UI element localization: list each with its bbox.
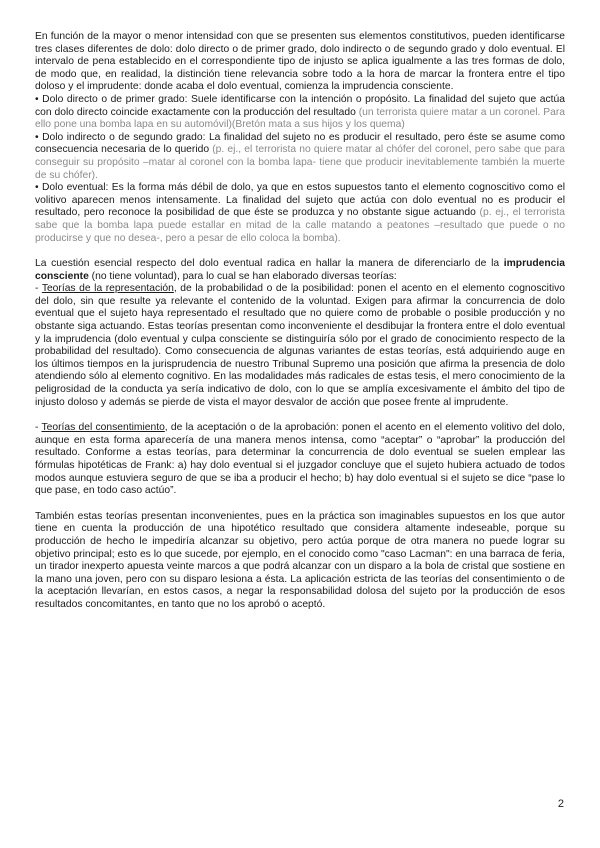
consent-title: Teorías del consentimiento: [41, 422, 165, 434]
question-after: (no tiene voluntad), para lo cual se han elaborado diversas teorías:: [88, 270, 397, 282]
closing-paragraph: También estas teorías presentan inconvenientes, pues en la práctica son imaginables supuestos en los que autor tiene en cuenta la producción de una hipotético resultado que considera altamente indeseable, porque su producción de hecho le impediría alcanzar su objetivo, pero actúa porque de otra manera no puede lograr su objetivo principal; esto es lo que sucede, por ejemplo, en el conocido como "caso Lacman": en una barraca de feria, un tirador inexperto apuesta veinte marcos a que podrá alcanzar con un disparo a la bola de cristal que sostiene en la mano una joven, pero con su disparo lesiona a ésta. La aplicación estricta de las teorías del consentimiento o de la aceptación llevarían, en estos casos, a negar la responsabilidad dolosa del sujeto por la producción de esos resultados concomitantes, en tanto que no los aprobó o aceptó.: [35, 510, 565, 610]
bullet-eventual-dolo: [35, 182, 565, 245]
consent-body: , de la aceptación o de la aprobación: ponen el acento en el elemento volitivo del dolo, aunque en esta forma aparecería de una manera menos intensa, como “aceptar” o “aprobar” la producción del resultado. Conforme a estas teorías, para determinar la concurrencia de dolo eventual se suelen emplear las fórmulas hipotéticas de Frank: a) hay dolo eventual si el juzgador concluye que el sujeto hubiera actuado de todos modos aunque estuviera seguro de que se iba a producir el hecho; b) hay dolo eventual si el sujeto se dice “pase lo que pase, en todo caso actúo”.: [35, 422, 565, 497]
bullet-indirect-text: • Dolo indirecto o de segundo grado: La finalidad del sujeto no es producir el resultado, pero éste se asume como consecuencia necesaria de lo querido: [35, 131, 565, 156]
bullet-indirect-dolo: [35, 132, 565, 182]
bullet-indirect-example: (p. ej., el terrorista no quiere matar al chófer del coronel, pero sabe que para conseguir su propósito –matar al coronel con la bomba lapa- tiene que producir inevitablemente también la muerte de su chófer).: [35, 144, 565, 181]
consent-prefix: -: [35, 422, 42, 434]
representation-prefix: -: [35, 283, 42, 295]
spacer: [35, 409, 565, 422]
consent-theories-paragraph: [35, 422, 565, 498]
question-before: La cuestión esencial respecto del dolo eventual radica en hallar la manera de diferenciarlo de la: [35, 258, 504, 270]
question-paragraph: [35, 258, 565, 283]
bullet-eventual-text: • Dolo eventual: Es la forma más débil de dolo, ya que en estos supuestos tanto el elemento cognoscitivo como el volitivo aparecen menos intensamente. La finalidad del sujeto que actúa con dolo eventual no es producir el resultado, pero reconoce la posibilidad de que éste se produzca y no obstante sigue actuando: [35, 182, 565, 219]
intro-paragraph: En función de la mayor o menor intensidad con que se presenten sus elementos constitutivos, pueden identificarse tres clases diferentes de dolo: dolo directo o de primer grado, dolo indirecto o de segundo grado y dolo eventual. El intervalo de pena establecido en el correspondiente tipo de injusto se aplica igualmente a las tres formas de dolo, de modo que, en realidad, la distinción tiene relevancia sobre todo a la hora de marcar la frontera entre el tipo doloso y el imprudente: donde acaba el dolo eventual, comienza la imprudencia consciente.: [35, 31, 565, 93]
spacer: [35, 245, 565, 258]
question-bold-term: imprudencia consciente: [35, 258, 565, 282]
representation-theories-paragraph: [35, 283, 565, 409]
document-page: [35, 31, 565, 612]
bullet-direct-example: (un terrorista quiere matar a un coronel. Para ello pone una bomba lapa en su automóvil)(Bretón mata a sus hijos y los quema): [35, 106, 565, 131]
page-number: 2: [557, 798, 564, 810]
bullet-eventual-example: (p. ej., el terrorista sabe que la bomba lapa puede estallar en mitad de la calle matando a peatones –resultado que puede o no producirse y que no desea-, pero a pesar de ello coloca la bomba).: [35, 207, 565, 244]
spacer: [35, 498, 565, 511]
bullet-direct-text: • Dolo directo o de primer grado: Suele identificarse con la intención o propósito. La finalidad del sujeto que actúa con dolo directo coincide exactamente con la producción del resultado: [35, 93, 565, 118]
representation-body: , de la probabilidad o de la posibilidad: ponen el acento en el elemento cognoscitivo del dolo, sin que resulte ya relevante el contenido de la voluntad. Exigen para afirmar la concurrencia de dolo eventual que el sujeto haya representado el resultado que no quiere como de probable o posible producción y no obstante siga actuando. Estas teorías presentan como inconveniente el desdibujar la frontera entre el dolo eventual y la imprudencia (dolo eventual y culpa consciente se distinguiría sólo por el grado de conocimiento respecto de la probabilidad del resultado). Como consecuencia de algunas variantes de estas teorías, está adquiriendo auge en los últimos tiempos en la jurisprudencia de nuestro Tribunal Supremo una posición que afirma la presencia de dolo atendiendo sólo al elemento cognitivo. En las modalidades más radicales de estas tesis, el mero conocimiento de la peligrosidad de la conducta ya sería indicativo de dolo, con lo que se amplía excesivamente el ámbito del tipo de injusto doloso y además se pierde de vista el mayor desvalor de acción que posee frente al imprudente.: [35, 283, 565, 408]
bullet-direct-dolo: [35, 94, 565, 132]
representation-title: Teorías de la representación: [41, 283, 174, 295]
